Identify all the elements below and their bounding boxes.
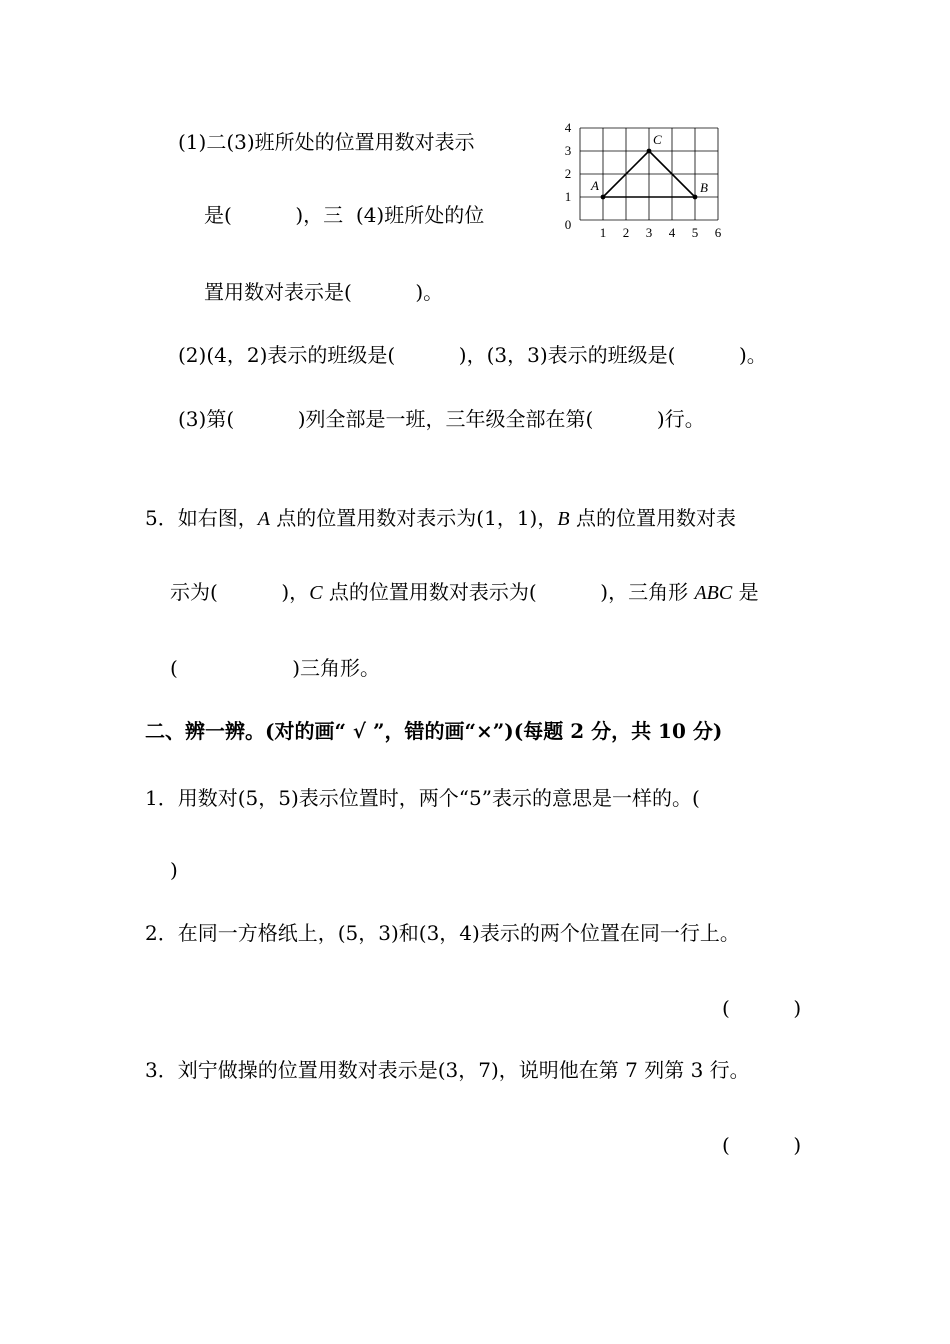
point-label-B: B xyxy=(700,180,708,195)
q5-text-d: 点的位置用数对表示为( )，三角形 xyxy=(322,580,695,604)
y-tick-label: 0 xyxy=(564,217,572,232)
judge-q3-answer-blank[interactable]: ( ) xyxy=(722,1133,802,1157)
judge-q1-close: ) xyxy=(170,858,178,882)
grid-lines xyxy=(580,128,718,220)
q5-label-a: A xyxy=(257,508,270,530)
point-label-C: C xyxy=(653,132,662,147)
q4-part1-line2: 是( )，三 (4)班所处的位 xyxy=(204,203,485,227)
y-tick-label: 2 xyxy=(564,166,572,181)
q5-label-abc: ABC xyxy=(694,582,733,604)
x-tick-label: 5 xyxy=(691,225,699,240)
q4-part1-line3: 置用数对表示是( )。 xyxy=(204,280,444,304)
q5-label-c: C xyxy=(309,582,323,604)
q5-label-b: B xyxy=(557,508,570,530)
q5-text-b: 点的位置用数对表 xyxy=(569,506,736,530)
x-tick-label: 6 xyxy=(714,225,722,240)
q5-line1 xyxy=(145,506,736,531)
q4-part3: (3)第( )列全部是一班，三年级全部在第( )行。 xyxy=(178,407,705,431)
q5-line2 xyxy=(170,580,759,605)
point-label-A: A xyxy=(591,178,599,193)
q5-line3: ( )三角形。 xyxy=(170,656,381,680)
q5-text-e: 是 xyxy=(732,580,759,604)
point-B xyxy=(693,195,698,200)
tick-labels xyxy=(565,120,722,240)
point-C xyxy=(647,149,652,154)
judge-q3: 3．刘宁做操的位置用数对表示是(3，7)，说明他在第 7 列第 3 行。 xyxy=(145,1058,750,1082)
coordinate-grid-figure xyxy=(560,120,730,245)
y-tick-label: 4 xyxy=(564,120,572,135)
judge-q1: 1．用数对(5，5)表示位置时，两个“5”表示的意思是一样的。( xyxy=(145,786,700,810)
x-tick-label: 2 xyxy=(622,225,630,240)
y-tick-label: 1 xyxy=(564,189,572,204)
x-tick-label: 3 xyxy=(645,225,653,240)
q5-text-c: 示为( )， xyxy=(170,580,310,604)
x-tick-label: 1 xyxy=(599,225,607,240)
q4-part2: (2)(4，2)表示的班级是( )，(3，3)表示的班级是( )。 xyxy=(178,343,767,367)
judge-q2-answer-blank[interactable]: ( ) xyxy=(722,996,802,1020)
section2-title: 二、辨一辨。(对的画“ √ ”，错的画“×”)(每题 2 分，共 10 分) xyxy=(145,719,723,743)
judge-q2: 2．在同一方格纸上，(5，3)和(3，4)表示的两个位置在同一行上。 xyxy=(145,921,740,945)
q5-number: 5．如右图， xyxy=(145,506,258,530)
x-tick-label: 4 xyxy=(668,225,676,240)
q5-text-a: 点的位置用数对表示为(1，1)， xyxy=(269,506,558,530)
y-tick-label: 3 xyxy=(564,143,572,158)
q4-part1-line1: (1)二(3)班所处的位置用数对表示 xyxy=(178,130,475,154)
point-A xyxy=(601,195,606,200)
